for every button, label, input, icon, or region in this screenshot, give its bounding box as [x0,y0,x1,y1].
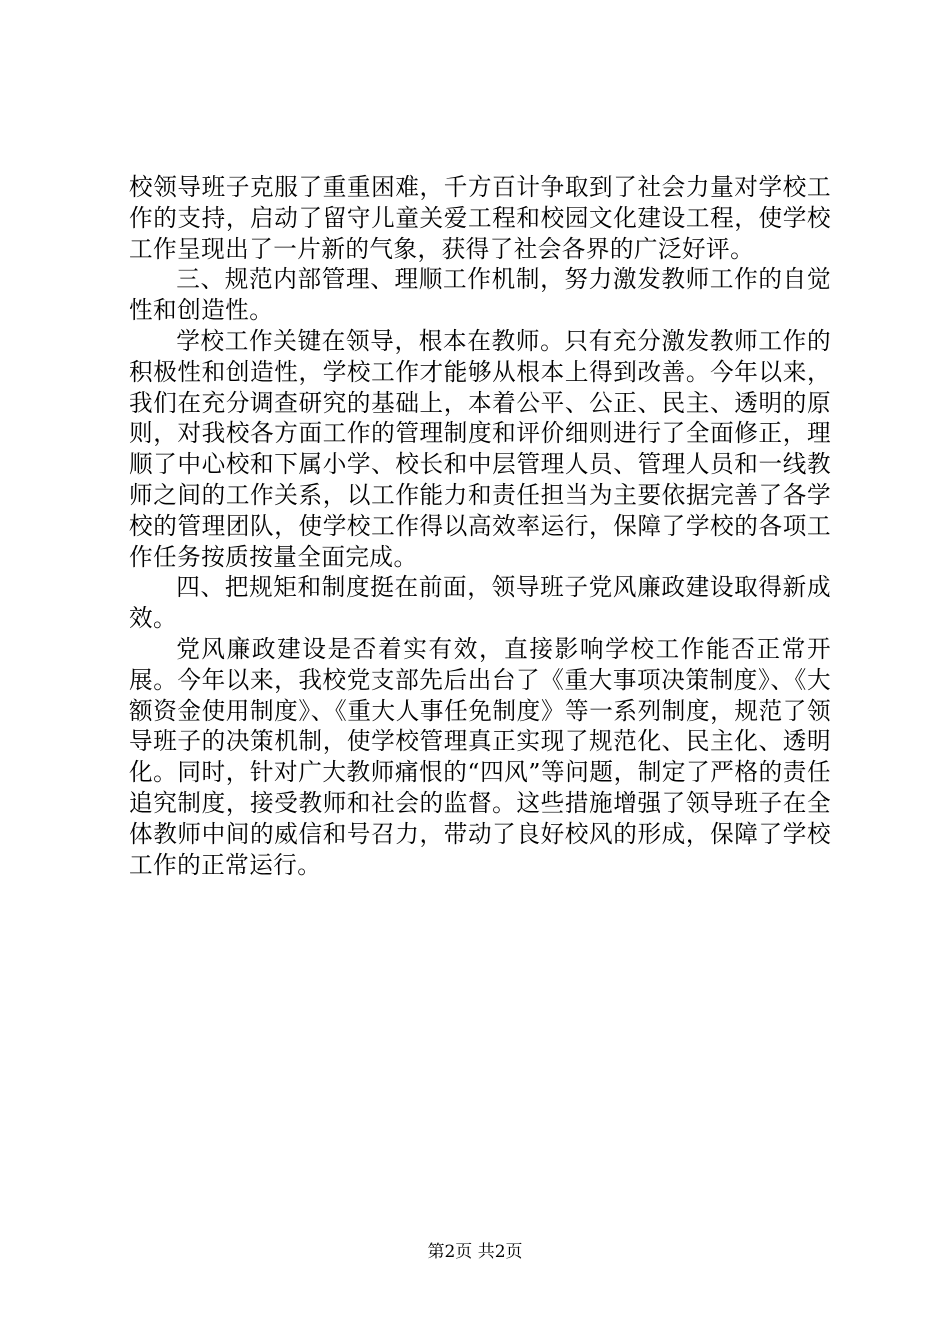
paragraph-continuation: 校领导班子克服了重重困难，千方百计争取到了社会力量对学校工作的支持，启动了留守儿童关爱工程和校园文化建设工程，使学校工作呈现出了一片新的气象，获得了社会各界的广泛好评。 [129,173,831,263]
paragraph-integrity: 党风廉政建设是否着实有效，直接影响学校工作能否正常开展。今年以来，我校党支部先后出台了《重大事项决策制度》、《大额资金使用制度》、《重大人事任免制度》等一系列制度，规范了领导班子的决策机制，使学校管理真正实现了规范化、民主化、透明化。同时，针对广大教师痛恨的“四风”等问题，制定了严格的责任追究制度，接受教师和社会的监督。这些措施增强了领导班子在全体教师中间的威信和号召力，带动了良好校风的形成，保障了学校工作的正常运行。 [129,634,831,879]
paragraph-management: 学校工作关键在领导，根本在教师。只有充分激发教师工作的积极性和创造性，学校工作才能够从根本上得到改善。今年以来，我们在充分调查研究的基础上，本着公平、公正、民主、透明的原则，对我校各方面工作的管理制度和评价细则进行了全面修正，理顺了中心校和下属小学、校长和中层管理人员、管理人员和一线教师之间的工作关系，以工作能力和责任担当为主要依据完善了各学校的管理团队，使学校工作得以高效率运行，保障了学校的各项工作任务按质按量全面完成。 [129,326,831,571]
section-heading-four: 四、把规矩和制度挺在前面，领导班子党风廉政建设取得新成效。 [129,573,831,633]
page-number-footer: 第2页 共2页 [427,1242,523,1262]
section-heading-three: 三、规范内部管理、理顺工作机制，努力激发教师工作的自觉性和创造性。 [129,265,831,325]
document-body [129,172,831,880]
